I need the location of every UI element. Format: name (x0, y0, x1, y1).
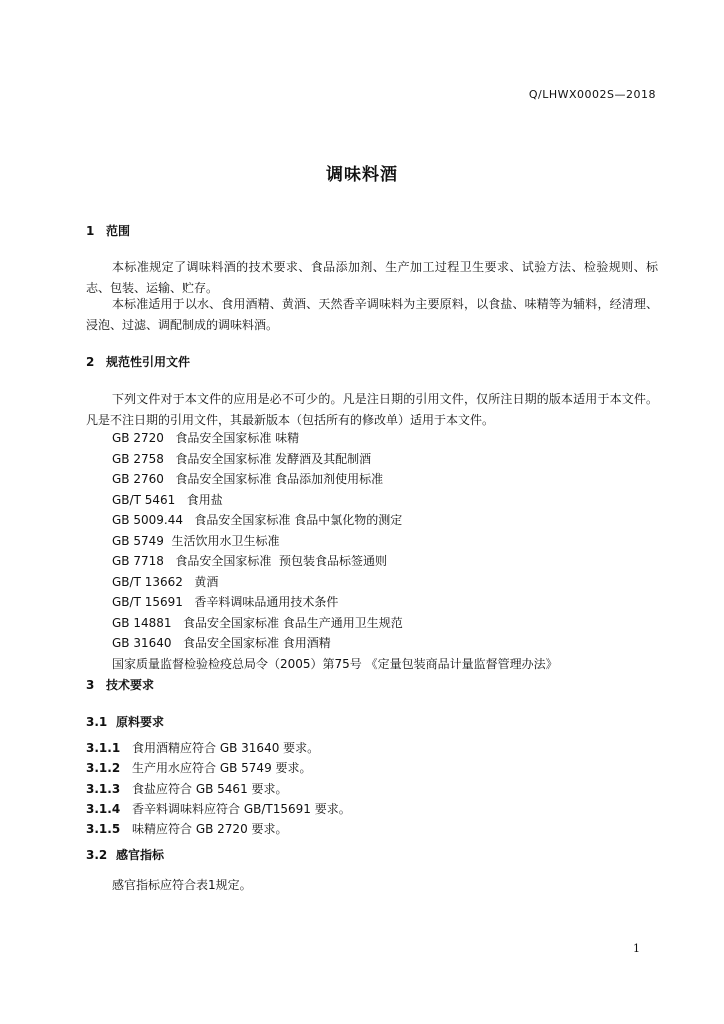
section-2-heading (86, 353, 190, 370)
section-title: 规范性引用文件 (106, 355, 191, 369)
reference-item: GB 31640 食品安全国家标准 食用酒精 (112, 636, 331, 650)
section-3-2-heading (86, 846, 164, 863)
section-title: 范围 (106, 224, 131, 238)
clause-item (86, 758, 351, 778)
clause-number: 3.1.5 (86, 822, 121, 837)
clause-item (86, 819, 351, 839)
reference-item: GB 14881 食品安全国家标准 食品生产通用卫生规范 (112, 615, 403, 630)
reference-item: GB/T 13662 黄酒 (112, 574, 219, 589)
clause-text: 香辛料调味料应符合 GB/T15691 要求。 (132, 801, 351, 816)
section-number: 1 (86, 224, 95, 238)
subsection-title: 感官指标 (116, 848, 165, 862)
clause-item (86, 738, 351, 758)
section-1-para-2: 本标准适用于以水、食用酒精、黄酒、天然香辛调味料为主要原料，以食盐、味精等为辅料，经清理、浸泡、过滤、调配制成的调味料酒。 (86, 297, 658, 332)
section-2-intro: 下列文件对于本文件的应用是必不可少的。凡是注日期的引用文件，仅所注日期的版本适用于本文件。凡是不注日期的引用文件，其最新版本（包括所有的修改单）适用于本文件。 (86, 392, 658, 427)
standard-code: Q/LHWX0002S—2018 (528, 88, 656, 101)
clause-number: 3.1.4 (86, 801, 121, 816)
clause-list (86, 738, 351, 839)
subsection-number: 3.1 (86, 715, 108, 729)
subsection-number: 3.2 (86, 848, 108, 862)
section-1-heading (86, 222, 130, 239)
reference-item: GB/T 5461 食用盐 (112, 492, 223, 507)
reference-item: GB 2758 食品安全国家标准 发酵酒及其配制酒 (112, 451, 372, 466)
clause-text: 味精应符合 GB 2720 要求。 (132, 822, 288, 837)
reference-item: 国家质量监督检验检疫总局令（2005）第75号 《定量包装商品计量监督管理办法》 (112, 656, 558, 671)
section-1-para-1: 本标准规定了调味料酒的技术要求、食品添加剂、生产加工过程卫生要求、试验方法、检验规则、标志、包装、运输、贮存。 (86, 260, 658, 295)
section-3-2-text: 感官指标应符合表1规定。 (112, 878, 252, 892)
reference-item: GB/T 15691 香辛料调味品通用技术条件 (112, 595, 339, 609)
reference-item: GB 5009.44 食品安全国家标准 食品中氯化物的测定 (112, 513, 403, 527)
reference-list (112, 428, 558, 674)
section-title: 技术要求 (106, 678, 155, 692)
reference-item: GB 2720 食品安全国家标准 味精 (112, 431, 300, 445)
section-number: 3 (86, 678, 95, 692)
clause-number: 3.1.1 (86, 741, 121, 755)
clause-number: 3.1.2 (86, 761, 121, 776)
document-title: 调味料酒 (326, 165, 398, 185)
clause-text: 食用酒精应符合 GB 31640 要求。 (132, 741, 320, 755)
clause-item (86, 779, 351, 799)
clause-text: 食盐应符合 GB 5461 要求。 (132, 781, 288, 796)
reference-item: GB 7718 食品安全国家标准 预包装食品标签通则 (112, 554, 387, 568)
clause-item (86, 799, 351, 819)
page-number: 1 (633, 942, 640, 955)
section-number: 2 (86, 355, 95, 369)
section-3-heading (86, 676, 154, 693)
subsection-title: 原料要求 (116, 715, 165, 729)
clause-number: 3.1.3 (86, 781, 121, 796)
reference-item: GB 2760 食品安全国家标准 食品添加剂使用标准 (112, 472, 384, 486)
reference-item: GB 5749 生活饮用水卫生标准 (112, 533, 280, 548)
clause-text: 生产用水应符合 GB 5749 要求。 (132, 761, 312, 776)
section-3-1-heading (86, 713, 164, 730)
